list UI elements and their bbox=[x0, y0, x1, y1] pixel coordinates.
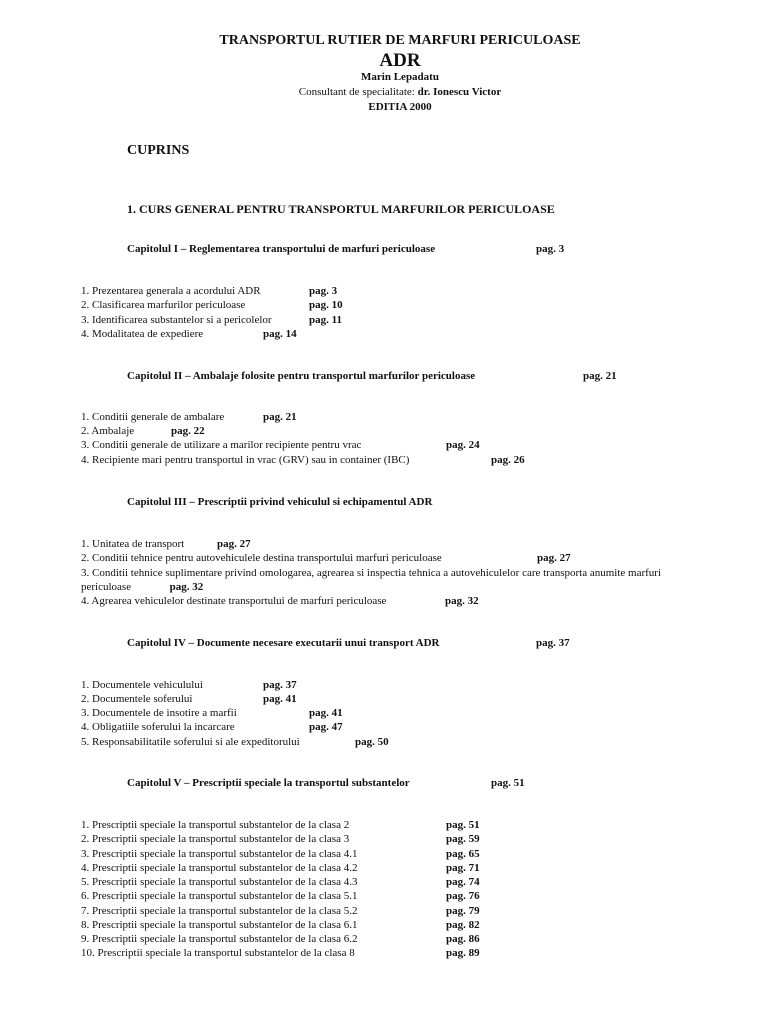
consultant-line bbox=[0, 87, 768, 98]
toc-item-page: pag. 86 bbox=[446, 933, 480, 945]
consultant-name: dr. Ionescu Victor bbox=[417, 86, 502, 98]
toc-item-page: pag. 79 bbox=[446, 905, 480, 917]
edition-label: EDITIA 2000 bbox=[368, 101, 432, 113]
toc-item-page: pag. 65 bbox=[446, 848, 480, 860]
toc-item-page: pag. 50 bbox=[355, 736, 389, 748]
toc-item-page: pag. 3 bbox=[309, 285, 338, 297]
toc-item-page: pag. 21 bbox=[263, 411, 297, 423]
toc-item-page: pag. 27 bbox=[217, 538, 251, 550]
toc-item-page: pag. 11 bbox=[309, 314, 343, 326]
section-heading: 1. CURS GENERAL PENTRU TRANSPORTUL MARFURILOR PERICULOASE bbox=[127, 202, 555, 216]
toc-item-page: pag. 82 bbox=[446, 919, 480, 931]
toc-item-text: 3. Conditii generale de utilizare a marilor recipiente pentru vrac bbox=[81, 439, 362, 451]
toc-item-page: pag. 71 bbox=[446, 862, 480, 874]
chapter-title: Capitolul II – Ambalaje folosite pentru transportul marfurilor periculoase bbox=[127, 370, 476, 382]
toc-item-page: pag. 41 bbox=[309, 707, 343, 719]
toc-item-text: 5. Responsabilitatile soferului si ale expeditorului bbox=[81, 736, 300, 748]
author-name: Marin Lepadatu bbox=[361, 71, 439, 83]
toc-item-text: 7. Prescriptii speciale la transportul substantelor de la clasa 5.2 bbox=[81, 905, 358, 917]
toc-item-text: 2. Ambalaje bbox=[81, 425, 135, 437]
chapter-page: pag. 37 bbox=[536, 637, 570, 649]
toc-item-page: pag. 51 bbox=[446, 819, 480, 831]
toc-item-text: 1. Unitatea de transport bbox=[81, 538, 185, 550]
toc-item-page: pag. 47 bbox=[309, 721, 343, 733]
chapter-title: Capitolul V – Prescriptii speciale la transportul substantelor bbox=[127, 777, 410, 789]
toc-item-page: pag. 14 bbox=[263, 328, 297, 340]
toc-item-text: 2. Conditii tehnice pentru autovehiculele destina transportului marfuri periculoase bbox=[81, 552, 442, 564]
toc-item-text: 3. Prescriptii speciale la transportul substantelor de la clasa 4.1 bbox=[81, 848, 358, 860]
toc-item-text: 2. Clasificarea marfurilor periculoase bbox=[81, 299, 246, 311]
toc-item-page: pag. 76 bbox=[446, 890, 480, 902]
consultant-label: Consultant de specialitate: bbox=[298, 86, 418, 98]
toc-item bbox=[81, 566, 768, 594]
toc-item-text: 4. Recipiente mari pentru transportul in vrac (GRV) sau in container (IBC) bbox=[81, 454, 410, 466]
chapter-title: Capitolul IV – Documente necesare executarii unui transport ADR bbox=[127, 637, 440, 649]
toc-item-text: 10. Prescriptii speciale la transportul substantelor de la clasa 8 bbox=[81, 947, 355, 959]
toc-item-page: pag. 32 bbox=[445, 595, 479, 607]
toc-item-page: pag. 37 bbox=[263, 679, 297, 691]
toc-item-page: pag. 10 bbox=[309, 299, 343, 311]
chapter-title: Capitolul I – Reglementarea transportului de marfuri periculoase bbox=[127, 243, 436, 255]
document-title: TRANSPORTUL RUTIER DE MARFURI PERICULOASE bbox=[219, 33, 581, 48]
toc-item-text: 3. Documentele de insotire a marfii bbox=[81, 707, 237, 719]
chapter-title: Capitolul III – Prescriptii privind vehiculul si echipamentul ADR bbox=[127, 496, 433, 508]
toc-title: CUPRINS bbox=[127, 143, 190, 158]
toc-item-page: pag. 27 bbox=[537, 552, 571, 564]
toc-item-text: 1. Prescriptii speciale la transportul substantelor de la clasa 2 bbox=[81, 819, 350, 831]
chapter-page: pag. 21 bbox=[583, 370, 617, 382]
toc-item-page: pag. 32 bbox=[169, 581, 204, 593]
toc-item-text: 4. Prescriptii speciale la transportul substantelor de la clasa 4.2 bbox=[81, 862, 358, 874]
toc-item-page: pag. 74 bbox=[446, 876, 480, 888]
toc-item-text: 8. Prescriptii speciale la transportul substantelor de la clasa 6.1 bbox=[81, 919, 358, 931]
chapter-page: pag. 3 bbox=[536, 243, 565, 255]
toc-item-text: 3. Identificarea substantelor si a pericolelor bbox=[81, 314, 272, 326]
toc-item-text: 1. Conditii generale de ambalare bbox=[81, 411, 225, 423]
document-subtitle: ADR bbox=[379, 50, 421, 71]
toc-item-text: 4. Obligatiile soferului la incarcare bbox=[81, 721, 235, 733]
chapter-page: pag. 51 bbox=[491, 777, 525, 789]
toc-item-text: 9. Prescriptii speciale la transportul substantelor de la clasa 6.2 bbox=[81, 933, 358, 945]
toc-item-text: 4. Agrearea vehiculelor destinate transportului de marfuri periculoase bbox=[81, 595, 387, 607]
toc-item-text: 2. Documentele soferului bbox=[81, 693, 193, 705]
toc-item-text: 2. Prescriptii speciale la transportul substantelor de la clasa 3 bbox=[81, 833, 350, 845]
toc-item-text: 1. Documentele vehiculului bbox=[81, 679, 203, 691]
toc-item-text: 6. Prescriptii speciale la transportul substantelor de la clasa 5.1 bbox=[81, 890, 358, 902]
toc-item-text: 5. Prescriptii speciale la transportul substantelor de la clasa 4.3 bbox=[81, 876, 358, 888]
toc-item-page: pag. 89 bbox=[446, 947, 480, 959]
toc-item-text: 3. Conditii tehnice suplimentare privind omologarea, agrearea si inspectia tehnica a autovehiculelor care transporta anumite marfuri periculoase bbox=[81, 567, 662, 593]
toc-item-page: pag. 26 bbox=[491, 454, 525, 466]
toc-item-page: pag. 24 bbox=[446, 439, 480, 451]
toc-item-page: pag. 41 bbox=[263, 693, 297, 705]
toc-item-page: pag. 59 bbox=[446, 833, 480, 845]
toc-item-text: 1. Prezentarea generala a acordului ADR bbox=[81, 285, 261, 297]
toc-item-page: pag. 22 bbox=[171, 425, 205, 437]
toc-item-text: 4. Modalitatea de expediere bbox=[81, 328, 204, 340]
